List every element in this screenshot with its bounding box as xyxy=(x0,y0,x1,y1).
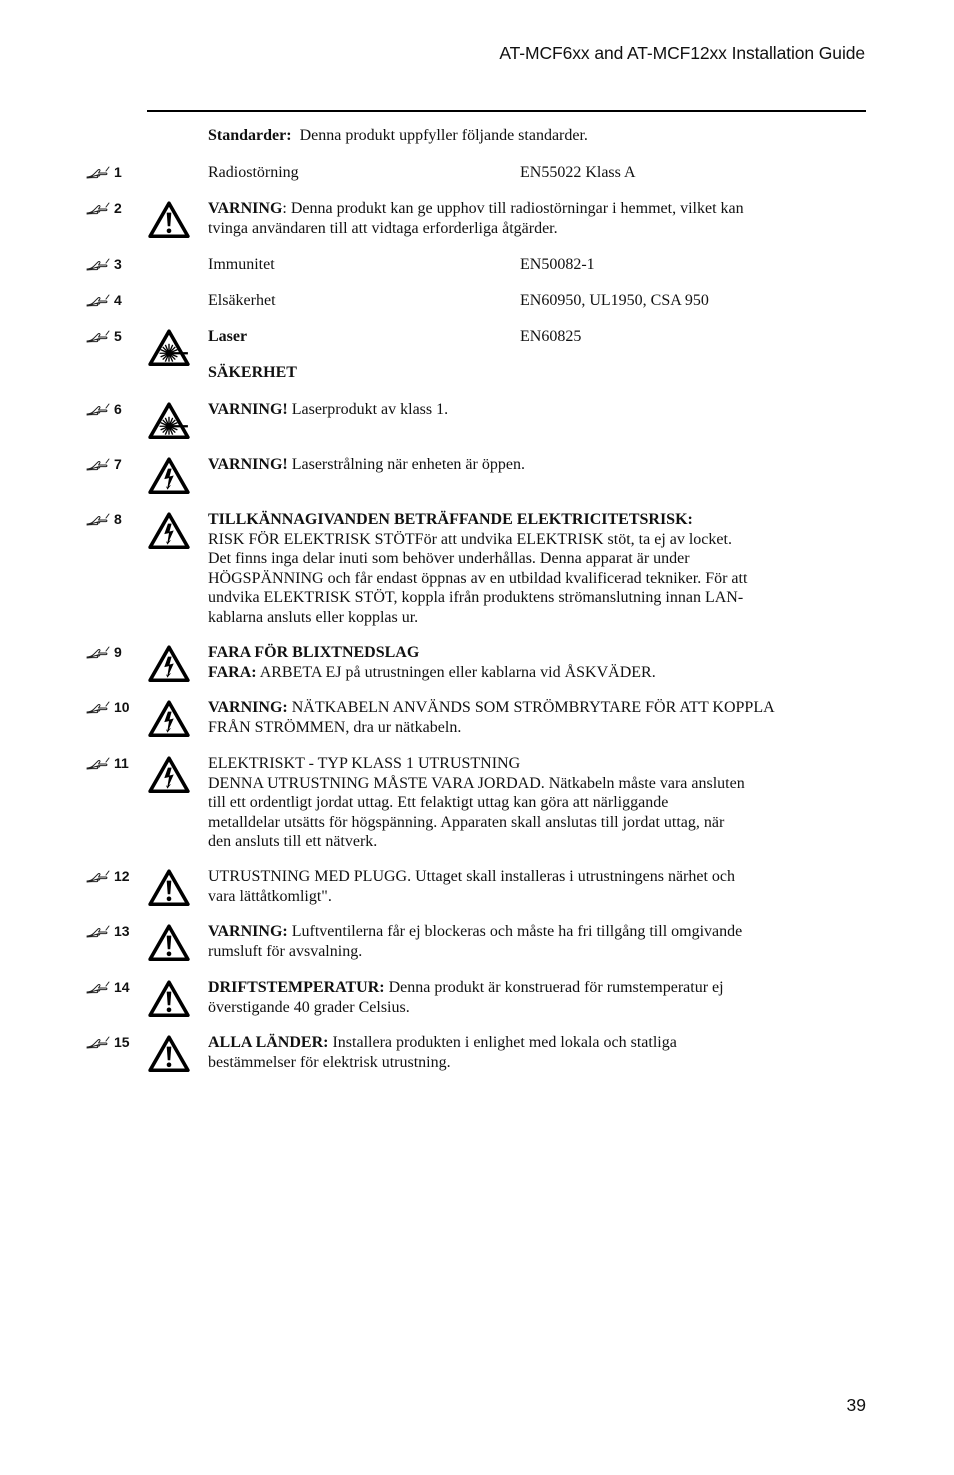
text-line xyxy=(208,549,866,569)
pointing-hand-icon xyxy=(86,1035,110,1049)
item-number xyxy=(86,1033,142,1053)
text-line xyxy=(208,643,866,663)
text-line xyxy=(208,663,866,683)
item-text xyxy=(208,455,866,475)
line-text: Elsäkerhet xyxy=(208,292,276,309)
standard-code: EN60825 xyxy=(520,328,582,345)
line-text: DENNA UTRUSTNING MÅSTE VARA JORDAD. Nätkabeln måste vara ansluten xyxy=(208,774,745,792)
text-line xyxy=(208,998,866,1018)
bold-label: FARA FÖR BLIXTNEDSLAG xyxy=(208,644,420,661)
item-text xyxy=(208,922,866,961)
page-header-title: AT-MCF6xx and AT-MCF12xx Installation Guide xyxy=(499,43,865,63)
item-number-text: 15 xyxy=(114,1034,130,1050)
line-text: rumsluft för avsvalning. xyxy=(208,942,363,960)
pointing-hand-icon xyxy=(86,293,110,307)
pointing-hand-icon xyxy=(86,756,110,770)
warning-icon xyxy=(148,980,190,1018)
electrical-hazard-icon xyxy=(148,645,190,683)
line-text: NÄTKABELN ANVÄNDS SOM STRÖMBRYTARE FÖR ATT KOPPLA xyxy=(287,699,775,716)
item-number-text: 1 xyxy=(114,164,122,180)
text-line xyxy=(208,219,866,239)
text-line xyxy=(208,887,866,907)
pointing-hand-icon xyxy=(86,402,110,416)
text-line xyxy=(208,774,866,794)
item-number-text: 14 xyxy=(114,979,130,995)
text-line xyxy=(208,608,866,628)
pointing-hand-icon xyxy=(86,329,110,343)
bold-label: ALLA LÄNDER: xyxy=(208,1034,329,1051)
text-line xyxy=(208,867,866,887)
item-text xyxy=(208,978,866,1017)
text-line xyxy=(208,754,866,774)
electrical-hazard-icon xyxy=(148,756,190,794)
intro-text: Denna produkt uppfyller följande standarder. xyxy=(299,127,588,144)
bold-label: VARNING! xyxy=(208,456,288,473)
item-number-text: 2 xyxy=(114,200,122,216)
line-text: ARBETA EJ på utrustningen eller kablarna vid ÅSKVÄDER. xyxy=(256,663,656,681)
item-number xyxy=(86,163,142,183)
text-line xyxy=(208,569,866,589)
pointing-hand-icon xyxy=(86,201,110,215)
item-number xyxy=(86,510,142,530)
warning-icon xyxy=(148,1035,190,1073)
pointing-hand-icon xyxy=(86,700,110,714)
text-line xyxy=(208,793,866,813)
line-text: Det finns inga delar inuti som behöver underhållas. Denna apparat är under xyxy=(208,550,690,567)
text-line xyxy=(208,400,866,420)
text-line xyxy=(208,588,866,608)
item-number xyxy=(86,291,142,311)
pointing-hand-icon xyxy=(86,457,110,471)
pointing-hand-icon xyxy=(86,257,110,271)
item-number-text: 12 xyxy=(114,868,130,884)
item-number-text: 13 xyxy=(114,923,130,939)
line-text: Luftventilerna får ej blockeras och måste ha fri tillgång till omgivande xyxy=(287,923,743,940)
item-text xyxy=(208,867,866,906)
bold-label: VARNING xyxy=(208,200,283,217)
pointing-hand-icon xyxy=(86,924,110,938)
line-text: ELEKTRISKT - TYP KLASS 1 UTRUSTNING xyxy=(208,755,521,772)
item-text xyxy=(208,698,866,737)
line-text: HÖGSPÄNNING och får endast öppnas av en utbildad kvalificerad tekniker. För att xyxy=(208,569,748,587)
line-text: : Denna produkt kan ge upphov till radiostörningar i hemmet, vilket kan xyxy=(282,200,744,217)
text-line xyxy=(208,510,866,530)
item-number-text: 10 xyxy=(114,699,130,715)
line-text: vara lättåtkomligt". xyxy=(208,887,332,905)
item-text xyxy=(208,754,866,852)
bold-label: VARNING: xyxy=(208,923,288,940)
intro-label: Standarder: xyxy=(208,127,292,144)
item-number xyxy=(86,754,142,774)
warning-icon xyxy=(148,201,190,239)
line-text: undvika ELEKTRISK STÖT, koppla ifrån produktens strömanslutning innan LAN- xyxy=(208,589,744,606)
item-number xyxy=(86,922,142,942)
text-line xyxy=(208,832,866,852)
item-text xyxy=(208,510,866,627)
standard-subtitle xyxy=(208,363,866,383)
line-text: den ansluts till ett nätverk. xyxy=(208,833,378,850)
bold-label: SÄKERHET xyxy=(208,364,297,381)
text-line xyxy=(208,455,866,475)
text-line xyxy=(208,978,866,998)
line-text: kablarna ansluts eller kopplas ur. xyxy=(208,608,419,626)
bold-label: FARA: xyxy=(208,663,257,681)
item-text xyxy=(208,1033,866,1072)
page-number: 39 xyxy=(846,1395,866,1415)
text-line xyxy=(208,922,866,942)
bold-label: VARNING: xyxy=(208,699,288,716)
text-line xyxy=(208,813,866,833)
pointing-hand-icon xyxy=(86,512,110,526)
warning-icon xyxy=(148,924,190,962)
line-text: Denna produkt är konstruerad för rumstemperatur ej xyxy=(384,979,724,996)
item-number-text: 4 xyxy=(114,292,122,308)
item-number-text: 9 xyxy=(114,644,122,660)
line-text: Installera produkten i enlighet med lokala och statliga xyxy=(328,1034,677,1051)
item-number-text: 6 xyxy=(114,401,122,417)
item-number xyxy=(86,455,142,475)
warning-icon xyxy=(148,869,190,907)
text-line xyxy=(208,718,866,738)
line-text: FRÅN STRÖMMEN, dra ur nätkabeln. xyxy=(208,718,462,736)
item-number-text: 8 xyxy=(114,511,122,527)
bold-label: Laser xyxy=(208,328,248,345)
line-text: till ett ordentligt jordat uttag. Ett felaktigt uttag kan göra att närliggande xyxy=(208,794,669,811)
item-number xyxy=(86,698,142,718)
laser-icon xyxy=(148,402,190,440)
item-text xyxy=(208,643,866,682)
line-text: Laserstrålning när enheten är öppen. xyxy=(287,456,525,473)
item-number xyxy=(86,978,142,998)
item-number xyxy=(86,867,142,887)
line-text: Radiostörning xyxy=(208,164,299,181)
line-text: metalldelar utsätts för högspänning. Apparaten skall anslutas till jordat uttag, när xyxy=(208,813,725,831)
item-number-text: 3 xyxy=(114,256,122,272)
line-text: överstigande 40 grader Celsius. xyxy=(208,998,410,1016)
standard-code: EN60950, UL1950, CSA 950 xyxy=(520,292,709,309)
line-text: Laserprodukt av klass 1. xyxy=(287,401,449,418)
item-number-text: 7 xyxy=(114,456,122,472)
laser-icon xyxy=(148,329,190,367)
pointing-hand-icon xyxy=(86,165,110,179)
text-line xyxy=(208,942,866,962)
line-text: tvinga användaren till att vidtaga erforderliga åtgärder. xyxy=(208,219,558,237)
text-line xyxy=(208,1033,866,1053)
pointing-hand-icon xyxy=(86,980,110,994)
bold-label: VARNING! xyxy=(208,401,288,418)
electrical-hazard-icon xyxy=(148,457,190,495)
item-number-text: 11 xyxy=(114,755,129,771)
item-number xyxy=(86,643,142,663)
item-text xyxy=(208,199,866,238)
pointing-hand-icon xyxy=(86,869,110,883)
bold-label: DRIFTSTEMPERATUR: xyxy=(208,979,385,996)
standard-code: EN50082-1 xyxy=(520,256,595,273)
electrical-hazard-icon xyxy=(148,512,190,550)
text-line xyxy=(208,1053,866,1073)
line-text: UTRUSTNING MED PLUGG. Uttaget skall installeras i utrustningens närhet och xyxy=(208,868,736,885)
line-text: Immunitet xyxy=(208,256,275,273)
text-line xyxy=(208,698,866,718)
header-rule xyxy=(147,110,866,112)
item-text xyxy=(208,400,866,420)
standards-intro xyxy=(208,127,588,145)
pointing-hand-icon xyxy=(86,645,110,659)
standard-code: EN55022 Klass A xyxy=(520,164,636,181)
text-line xyxy=(208,199,866,219)
item-number xyxy=(86,400,142,420)
line-text: RISK FÖR ELEKTRISK STÖTFör att undvika ELEKTRISK stöt, ta ej av locket. xyxy=(208,530,732,548)
text-line xyxy=(208,530,866,550)
item-number xyxy=(86,199,142,219)
item-number-text: 5 xyxy=(114,328,122,344)
item-number xyxy=(86,327,142,347)
bold-label: TILLKÄNNAGIVANDEN BETRÄFFANDE ELEKTRICITETSRISK: xyxy=(208,511,693,528)
line-text: bestämmelser för elektrisk utrustning. xyxy=(208,1053,451,1071)
electrical-hazard-icon xyxy=(148,700,190,738)
item-number xyxy=(86,255,142,275)
